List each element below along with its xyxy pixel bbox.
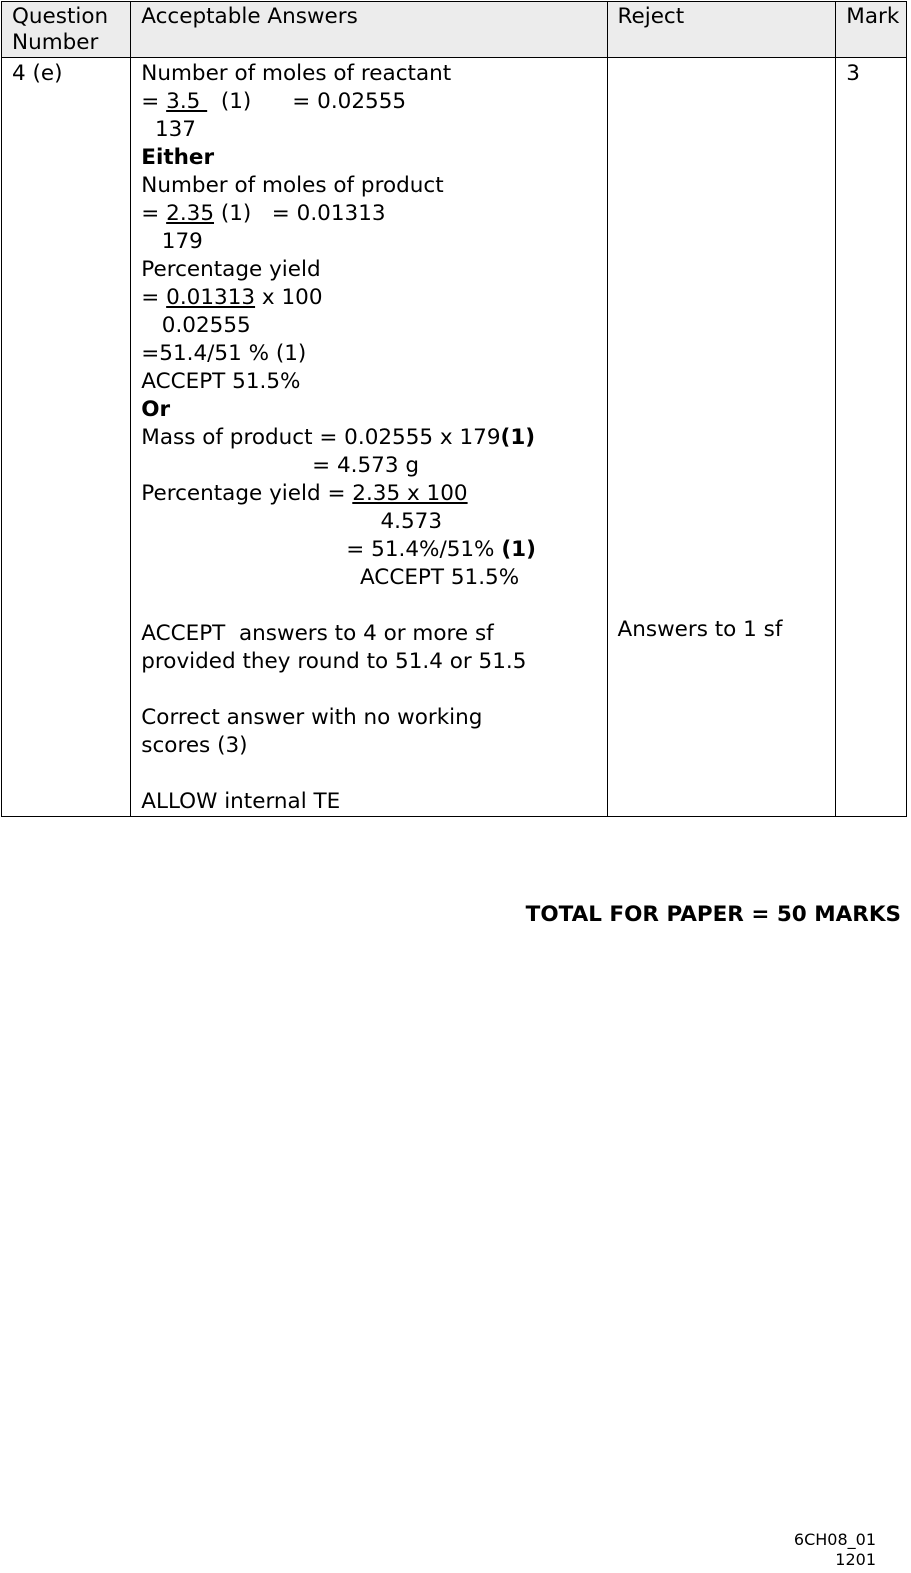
question-number-cell: 4 (e) (2, 58, 131, 817)
text: = 51.4%/51% (141, 537, 502, 562)
mark-indicator: (1) (501, 537, 536, 562)
text: Percentage yield = (141, 481, 353, 506)
fraction-numerator: 0.01313 (166, 285, 256, 310)
answer-line: scores (3) (141, 733, 248, 758)
spacer (141, 760, 596, 788)
header-mark: Mark (836, 2, 907, 58)
spacer (141, 676, 596, 704)
total-marks: TOTAL FOR PAPER = 50 MARKS (525, 902, 901, 927)
header-reject: Reject (607, 2, 836, 58)
header-question-number: Question Number (2, 2, 131, 58)
header-acceptable-answers: Acceptable Answers (131, 2, 607, 58)
answer-line: =51.4/51 % (1) (141, 341, 307, 366)
method-heading-either: Either (141, 145, 215, 170)
text: x 100 (255, 285, 323, 310)
answer-line: Number of moles of reactant (141, 61, 452, 86)
text: = (141, 201, 167, 226)
header-row (2, 2, 907, 58)
answer-line (141, 480, 596, 508)
text: (1) = 0.01313 (214, 201, 386, 226)
mark-indicator: (1) (500, 425, 536, 450)
reject-text: Answers to 1 sf (617, 617, 783, 642)
answer-line (141, 284, 596, 312)
answer-line (141, 88, 596, 116)
spacer (618, 60, 826, 616)
text: Mass of product = 0.02555 x 179 (141, 425, 501, 450)
mark-scheme-table (1, 1, 907, 817)
method-heading-or: Or (141, 397, 171, 422)
answer-line (141, 536, 596, 564)
answer-line: ACCEPT 51.5% (141, 369, 301, 394)
answer-line (141, 200, 596, 228)
fraction-denominator: 137 (141, 117, 196, 142)
table-row (2, 58, 907, 817)
text: = (141, 285, 167, 310)
answer-line: ACCEPT answers to 4 or more sf (141, 621, 494, 646)
reject-cell (607, 58, 836, 817)
answer-line: = 4.573 g (141, 453, 420, 478)
answer-line: ACCEPT 51.5% (141, 565, 520, 590)
paper-code (788, 1530, 876, 1570)
fraction-numerator: 2.35 x 100 (352, 481, 468, 506)
answer-line: provided they round to 51.4 or 51.5 (141, 649, 527, 674)
answer-line: ALLOW internal TE (141, 789, 341, 814)
mark-cell: 3 (836, 58, 907, 817)
fraction-numerator: 3.5 (166, 89, 208, 114)
page-number: 1201 (835, 1550, 876, 1569)
answer-line (141, 424, 596, 452)
fraction-denominator: 179 (141, 229, 203, 254)
text: (1) = 0.02555 (207, 89, 407, 114)
fraction-numerator: 2.35 (166, 201, 215, 226)
paper-code-text: 6CH08_01 (793, 1530, 876, 1549)
answer-line: Percentage yield (141, 257, 321, 282)
acceptable-answers-cell (131, 58, 607, 817)
text: = (141, 89, 167, 114)
fraction-denominator: 0.02555 (141, 313, 251, 338)
answer-line: Correct answer with no working (141, 705, 483, 730)
fraction-denominator: 4.573 (141, 509, 443, 534)
spacer (141, 592, 596, 620)
answer-line: Number of moles of product (141, 173, 444, 198)
